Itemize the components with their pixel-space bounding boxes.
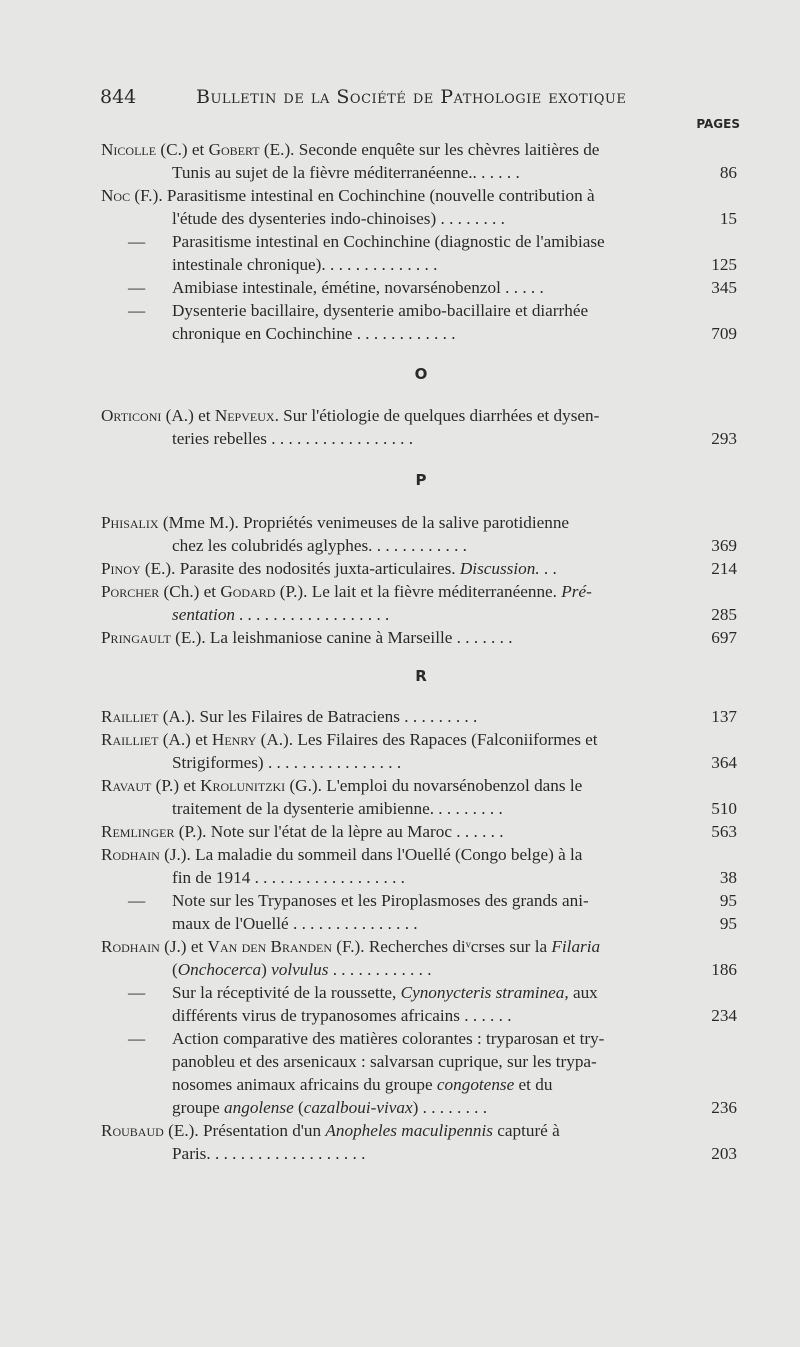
entry-text: Paris. . . . . . . . . . . . . . . . . . . xyxy=(172,1144,366,1163)
entry-text: teries rebelles . . . . . . . . . . . . . . . . . xyxy=(172,429,414,448)
entry-text: Parasitisme intestinal en Cochinchine (diagnostic de l'amibiase xyxy=(172,232,605,251)
page-ref: 38 xyxy=(719,868,737,887)
page-ref: 345 xyxy=(711,278,737,297)
page-ref: 125 xyxy=(711,255,737,274)
author-name: Gobert xyxy=(208,140,260,159)
entry-text: fin de 1914 . . . . . . . . . . . . . . . . . . xyxy=(172,868,405,887)
entry-text: Onchocerca xyxy=(177,960,262,979)
entry-text: . . . . . . . . . . . . xyxy=(328,960,432,979)
entry-text: groupe xyxy=(172,1098,225,1117)
entry-text: angolense xyxy=(224,1098,294,1117)
index-entry xyxy=(101,184,741,230)
entry-text: et du xyxy=(514,1075,553,1094)
author-name: Railliet xyxy=(101,707,159,726)
index-entry xyxy=(101,299,741,345)
section-letter: R xyxy=(415,667,427,685)
entry-text: (Mme M.). Propriétés venimeuses de la salive parotidienne xyxy=(158,513,570,532)
page-ref: 86 xyxy=(719,163,737,182)
entry-text: (E.). Seconde enquête sur les chèvres laitières de xyxy=(259,140,600,159)
entry-text: (P.) et xyxy=(151,776,201,795)
page-ref: 234 xyxy=(711,1006,737,1025)
entry-text: Anopheles maculipennis xyxy=(325,1121,493,1140)
author-name: Henry xyxy=(211,730,257,749)
author-name: Pinoy xyxy=(101,559,141,578)
page-ref: 137 xyxy=(711,707,737,726)
entry-text: Amibiase intestinale, émétine, novarsénobenzol . . . . . xyxy=(172,278,544,297)
ditto-dash: — xyxy=(128,983,146,1002)
entry-text: (J.). La maladie du sommeil dans l'Ouellé (Congo belge) à la xyxy=(159,845,583,864)
ditto-dash: — xyxy=(128,232,146,251)
entry-text: (C.) et xyxy=(156,140,209,159)
author-name: Roubaud xyxy=(101,1121,164,1140)
entry-text: (G.). L'emploi du novarsénobenzol dans le xyxy=(285,776,583,795)
entry-text: Strigiformes) . . . . . . . . . . . . . . . . xyxy=(172,753,402,772)
index-entry xyxy=(101,404,741,450)
entry-text: ( xyxy=(293,1098,304,1117)
running-header xyxy=(100,86,680,114)
index-entry xyxy=(101,230,741,276)
entry-text: ) . . . . . . . . xyxy=(412,1098,488,1117)
page-ref: 364 xyxy=(711,753,737,772)
author-name: Phisalix xyxy=(101,513,159,532)
page-ref: 95 xyxy=(719,891,737,910)
entry-text: . . xyxy=(539,559,557,578)
page-ref: 203 xyxy=(711,1144,737,1163)
entry-text: ( xyxy=(172,960,178,979)
page-ref: 697 xyxy=(711,628,737,647)
index-entry xyxy=(101,138,741,184)
entry-text: congotense xyxy=(436,1075,515,1094)
entry-text: (E.). La leishmaniose canine à Marseille . . . . . . . xyxy=(170,628,513,647)
entry-text: Cynonycteris straminea, xyxy=(400,983,569,1002)
index-entry xyxy=(101,843,741,889)
entry-text: différents virus de trypanosomes africains . . . . . . xyxy=(172,1006,512,1025)
index-entry xyxy=(101,276,741,299)
index-entry xyxy=(101,557,741,580)
author-name: Nepveux xyxy=(214,406,275,425)
author-name: Nicolle xyxy=(101,140,157,159)
entry-text: Discussion. xyxy=(459,559,540,578)
journal-title: Bulletin de la Société de Pathologie exotique xyxy=(196,86,627,108)
entry-text: Dysenterie bacillaire, dysenterie amibo-bacillaire et diarrhée xyxy=(172,301,589,320)
author-name: Godard xyxy=(220,582,276,601)
index-entry xyxy=(101,728,741,774)
entry-text: (Ch.) et xyxy=(159,582,221,601)
entry-text: maux de l'Ouellé . . . . . . . . . . . . . . . xyxy=(172,914,418,933)
index-content xyxy=(101,138,741,1165)
entry-text: (E.). Présentation d'un xyxy=(163,1121,326,1140)
entry-text: (E.). Parasite des nodosités juxta-articulaires. xyxy=(140,559,460,578)
entry-text: intestinale chronique). . . . . . . . . . . . . . xyxy=(172,255,438,274)
page-ref: 709 xyxy=(711,324,737,343)
index-entry xyxy=(101,511,741,557)
page-ref: 510 xyxy=(711,799,737,818)
ditto-dash: — xyxy=(128,891,146,910)
entry-text: ) xyxy=(261,960,272,979)
index-entry xyxy=(101,705,741,728)
index-entry xyxy=(101,1027,741,1119)
pages-column-label: PAGES xyxy=(696,117,740,131)
index-entry xyxy=(101,820,741,843)
entry-text: panobleu et des arsenicaux : salvarsan cuprique, sur les trypa- xyxy=(172,1052,597,1071)
author-name: Porcher xyxy=(101,582,160,601)
page-ref: 369 xyxy=(711,536,737,555)
entry-text: Sur la réceptivité de la roussette, xyxy=(172,983,401,1002)
page-ref: 15 xyxy=(719,209,737,228)
entry-text: chez les colubridés aglyphes. . . . . . . . . . . . xyxy=(172,536,467,555)
entry-text: (A.). Sur les Filaires de Batraciens . . . . . . . . . xyxy=(158,707,478,726)
entry-text: (P.). Le lait et la fièvre méditerranéenne. xyxy=(275,582,562,601)
ditto-dash: — xyxy=(128,1029,146,1048)
author-name: Krolunitzki xyxy=(200,776,286,795)
entry-text: l'étude des dysenteries indo-chinoises) . . . . . . . . xyxy=(172,209,505,228)
ditto-dash: — xyxy=(128,301,146,320)
page-ref: 563 xyxy=(711,822,737,841)
section-letter: P xyxy=(415,471,427,489)
page-ref: 293 xyxy=(711,429,737,448)
section-letter: O xyxy=(414,365,428,383)
entry-text: Tunis au sujet de la fièvre méditerranéenne.. . . . . . xyxy=(172,163,520,182)
index-entry xyxy=(101,774,741,820)
entry-text: nosomes animaux africains du groupe xyxy=(172,1075,437,1094)
entry-text: capturé à xyxy=(492,1121,560,1140)
page-ref: 95 xyxy=(719,914,737,933)
author-name: Orticoni xyxy=(101,406,162,425)
entry-text: volvulus xyxy=(271,960,329,979)
index-entry xyxy=(101,935,741,981)
index-entry xyxy=(101,889,741,935)
author-name: Remlinger xyxy=(101,822,175,841)
author-name: Van den Branden xyxy=(207,937,332,956)
page-ref: 236 xyxy=(711,1098,737,1117)
author-name: Ravaut xyxy=(101,776,152,795)
page-ref: 214 xyxy=(711,559,737,578)
author-name: Rodhain xyxy=(101,845,160,864)
index-entry xyxy=(101,626,741,649)
author-name: Rodhain xyxy=(101,937,160,956)
entry-text: chronique en Cochinchine . . . . . . . . . . . . xyxy=(172,324,456,343)
entry-text: aux xyxy=(568,983,598,1002)
index-entry xyxy=(101,580,741,626)
entry-text: (A.). Les Filaires des Rapaces (Falconiiformes et xyxy=(256,730,598,749)
author-name: Railliet xyxy=(101,730,159,749)
entry-text: Filaria xyxy=(551,937,601,956)
author-name: Pringault xyxy=(101,628,171,647)
entry-text: Note sur les Trypanoses et les Piroplasmoses des grands ani- xyxy=(172,891,589,910)
entry-text: cazalboui-vivax xyxy=(303,1098,413,1117)
index-entry xyxy=(101,1119,741,1165)
entry-text: Action comparative des matières colorantes : tryparosan et try- xyxy=(172,1029,605,1048)
entry-text: (A.) et xyxy=(158,730,212,749)
index-entry xyxy=(101,981,741,1027)
page-ref: 285 xyxy=(711,605,737,624)
entry-text: traitement de la dysenterie amibienne. . . . . . . . . xyxy=(172,799,503,818)
entry-text: (P.). Note sur l'état de la lèpre au Maroc . . . . . . xyxy=(174,822,504,841)
ditto-dash: — xyxy=(128,278,146,297)
entry-text: . Sur l'étiologie de quelques diarrhées et dysen- xyxy=(274,406,600,425)
entry-text: (F.). Recherches diᵛcrses sur la xyxy=(332,937,552,956)
entry-text: (F.). Parasitisme intestinal en Cochinchine (nouvelle contribution à xyxy=(130,186,595,205)
entry-text: Pré- xyxy=(561,582,592,601)
entry-text: (A.) et xyxy=(161,406,215,425)
entry-text: (J.) et xyxy=(159,937,208,956)
author-name: Noc xyxy=(101,186,131,205)
page-ref: 186 xyxy=(711,960,737,979)
page-number: 844 xyxy=(100,86,137,108)
entry-text: sentation . . . . . . . . . . . . . . . . . . xyxy=(172,605,390,624)
